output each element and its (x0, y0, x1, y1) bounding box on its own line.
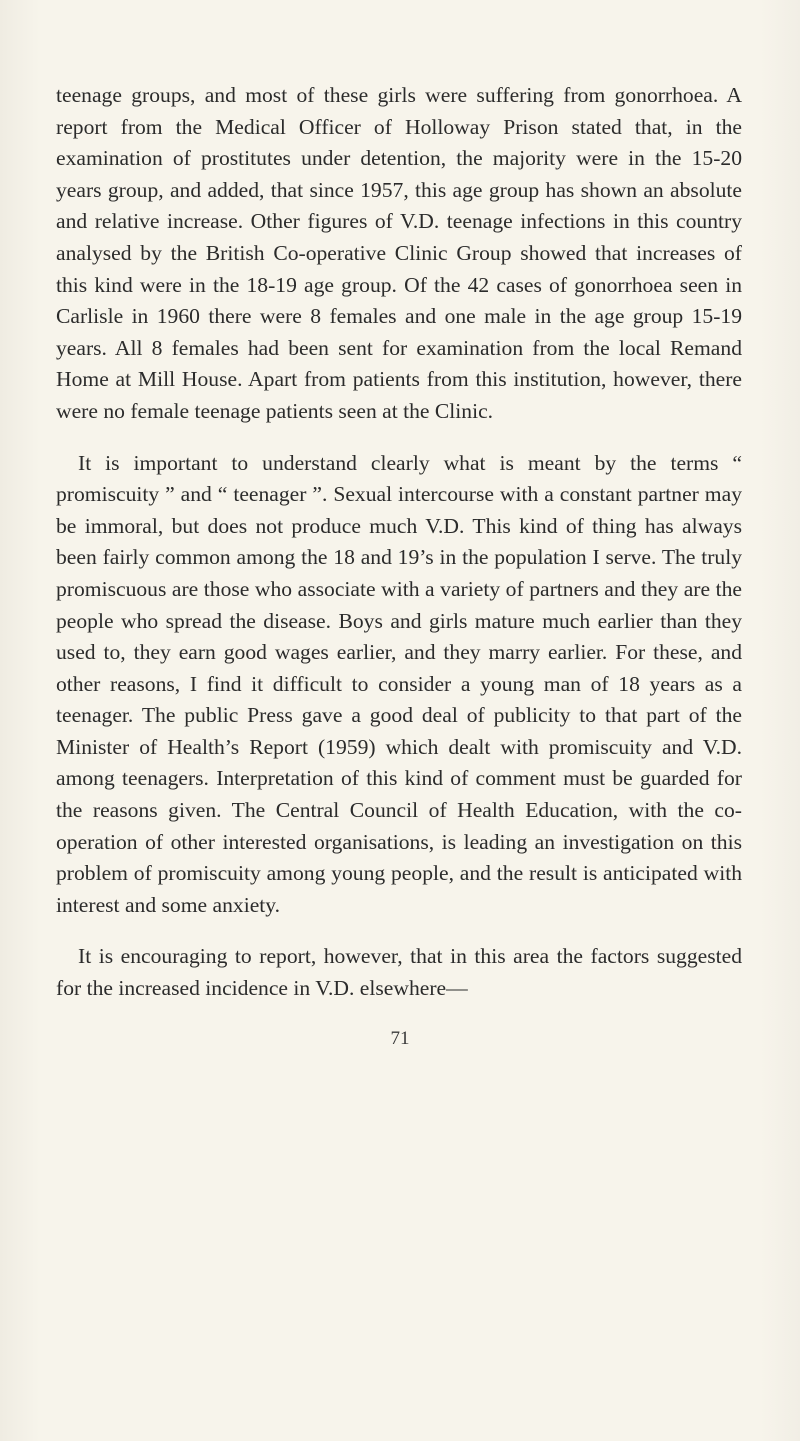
page-number: 71 (390, 1028, 410, 1049)
paragraph-1: teenage groups, and most of these girls were suffering from gonorrhoea. A report from the Medical Officer of Holloway Prison stated that, in the examination of prostitutes under detention, the majority were in the 15-20 years group, and added, that since 1957, this age group has shown an absolute and relative increase. Other figures of V.D. teenage infections in this country analysed by the British Co-operative Clinic Group showed that increases of this kind were in the 18-19 age group. Of the 42 cases of gonorrhoea seen in Carlisle in 1960 there were 8 females and one male in the age group 15-19 years. All 8 females had been sent for examination from the local Remand Home at Mill House. Apart from patients from this institution, however, there were no female teenage patients seen at the Clinic. (56, 83, 742, 423)
paragraph-2: It is important to understand clearly what is meant by the terms “ promiscuity ” and “ teenager ”. Sexual intercourse with a constant partner may be immoral, but does not produce much V.D. This kind of thing has always been fairly common among the 18 and 19’s in the population I serve. The truly promiscuous are those who associate with a variety of partners and they are the people who spread the disease. Boys and girls mature much earlier than they used to, they earn good wages earlier, and they marry earlier. For these, and other reasons, I find it difficult to consider a young man of 18 years as a teenager. The public Press gave a good deal of publicity to that part of the Minister of Health’s Report (1959) which dealt with promiscuity and V.D. among teenagers. Interpretation of this kind of comment must be guarded for the reasons given. The Central Council of Health Education, with the co-operation of other interested organisations, is leading an investigation on this problem of promiscuity among young people, and the result is anticipated with interest and some anxiety. (56, 450, 742, 917)
paragraph-3: It is encouraging to report, however, that in this area the factors suggested for the increased incidence in V.D. elsewhere— (56, 944, 742, 1001)
body-text (56, 80, 742, 1025)
